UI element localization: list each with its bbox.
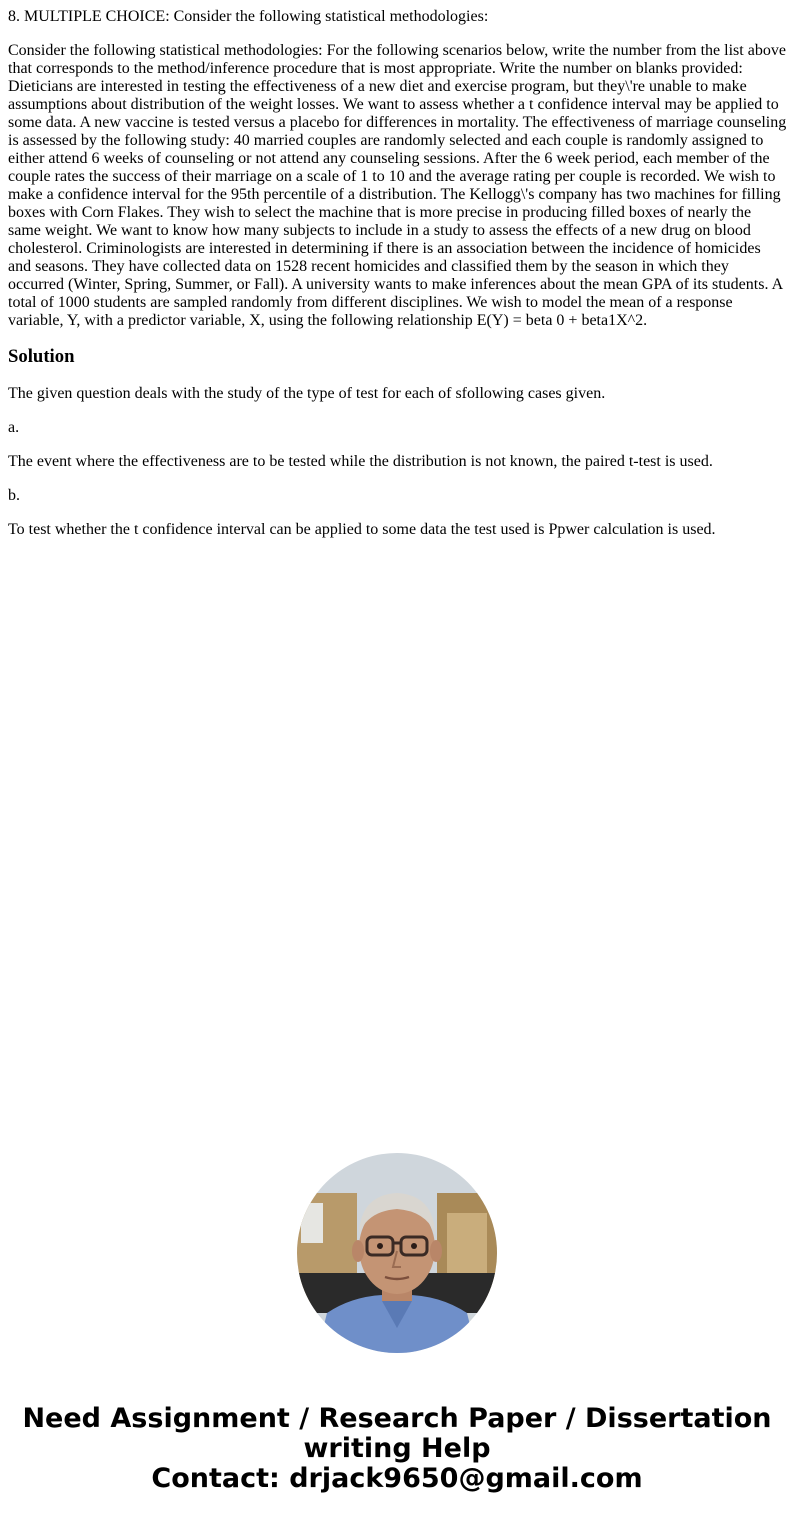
solution-item-a-marker: a. (8, 419, 20, 436)
banner-line-2: writing Help (303, 1433, 491, 1464)
document-content (8, 8, 787, 555)
author-avatar (297, 1153, 497, 1353)
question-body: Consider the following statistical methodologies: For the following scenarios below, write the number from the list above that corresponds to the method/inference procedure that is most appropriate. Write the number on blanks provided: Dieticians are interested in testing the effectiveness of a new diet and exercise program, but they\'re unable to make assumptions about distribution of the weight losses. We want to assess whether a t confidence interval may be applied to some data. A new vaccine is tested versus a placebo for differences in mortality. The effectiveness of marriage counseling is assessed by the following study: 40 married couples are randomly selected and each couple is randomly assigned to either attend 6 weeks of counseling or not attend any counseling sessions. After the 6 week period, each member of the couple rates the success of their marriage on a scale of 1 to 10 and the average rating per couple is recorded. We wish to make a confidence interval for the 95th percentile of a distribution. The Kellogg\'s company has two machines for filling boxes with Corn Flakes. They wish to select the machine that is more precise in producing filled boxes of nearly the same weight. We want to know how many subjects to include in a study to assess the effects of a new drug on blood cholesterol. Criminologists are interested in determining if there is an association between the incidence of homicides and seasons. They have collected data on 1528 recent homicides and classified them by the season in which they occurred (Winter, Spring, Summer, or Fall). A university wants to make inferences about the mean GPA of its students. A total of 1000 students are sampled randomly from different disciplines. We wish to model the mean of a response variable, Y, with a predictor variable, X, using the following relationship E(Y) = beta 0 + beta1X^2. (8, 42, 787, 329)
contact-banner (0, 1404, 794, 1494)
contact-email: Contact: drjack9650@gmail.com (151, 1463, 643, 1494)
banner-line-1: Need Assignment / Research Paper / Dissertation (22, 1403, 772, 1434)
solution-item-b-marker: b. (8, 487, 20, 504)
solution-item-b-text: To test whether the t confidence interval can be applied to some data the test used is Ppwer calculation is used. (8, 521, 716, 538)
solution-intro: The given question deals with the study of the type of test for each of sfollowing cases given. (8, 385, 606, 402)
solution-heading: Solution (8, 346, 75, 367)
solution-item-a-text: The event where the effectiveness are to be tested while the distribution is not known, the paired t-test is used. (8, 453, 713, 470)
question-title: 8. MULTIPLE CHOICE: Consider the following statistical methodologies: (8, 8, 489, 25)
